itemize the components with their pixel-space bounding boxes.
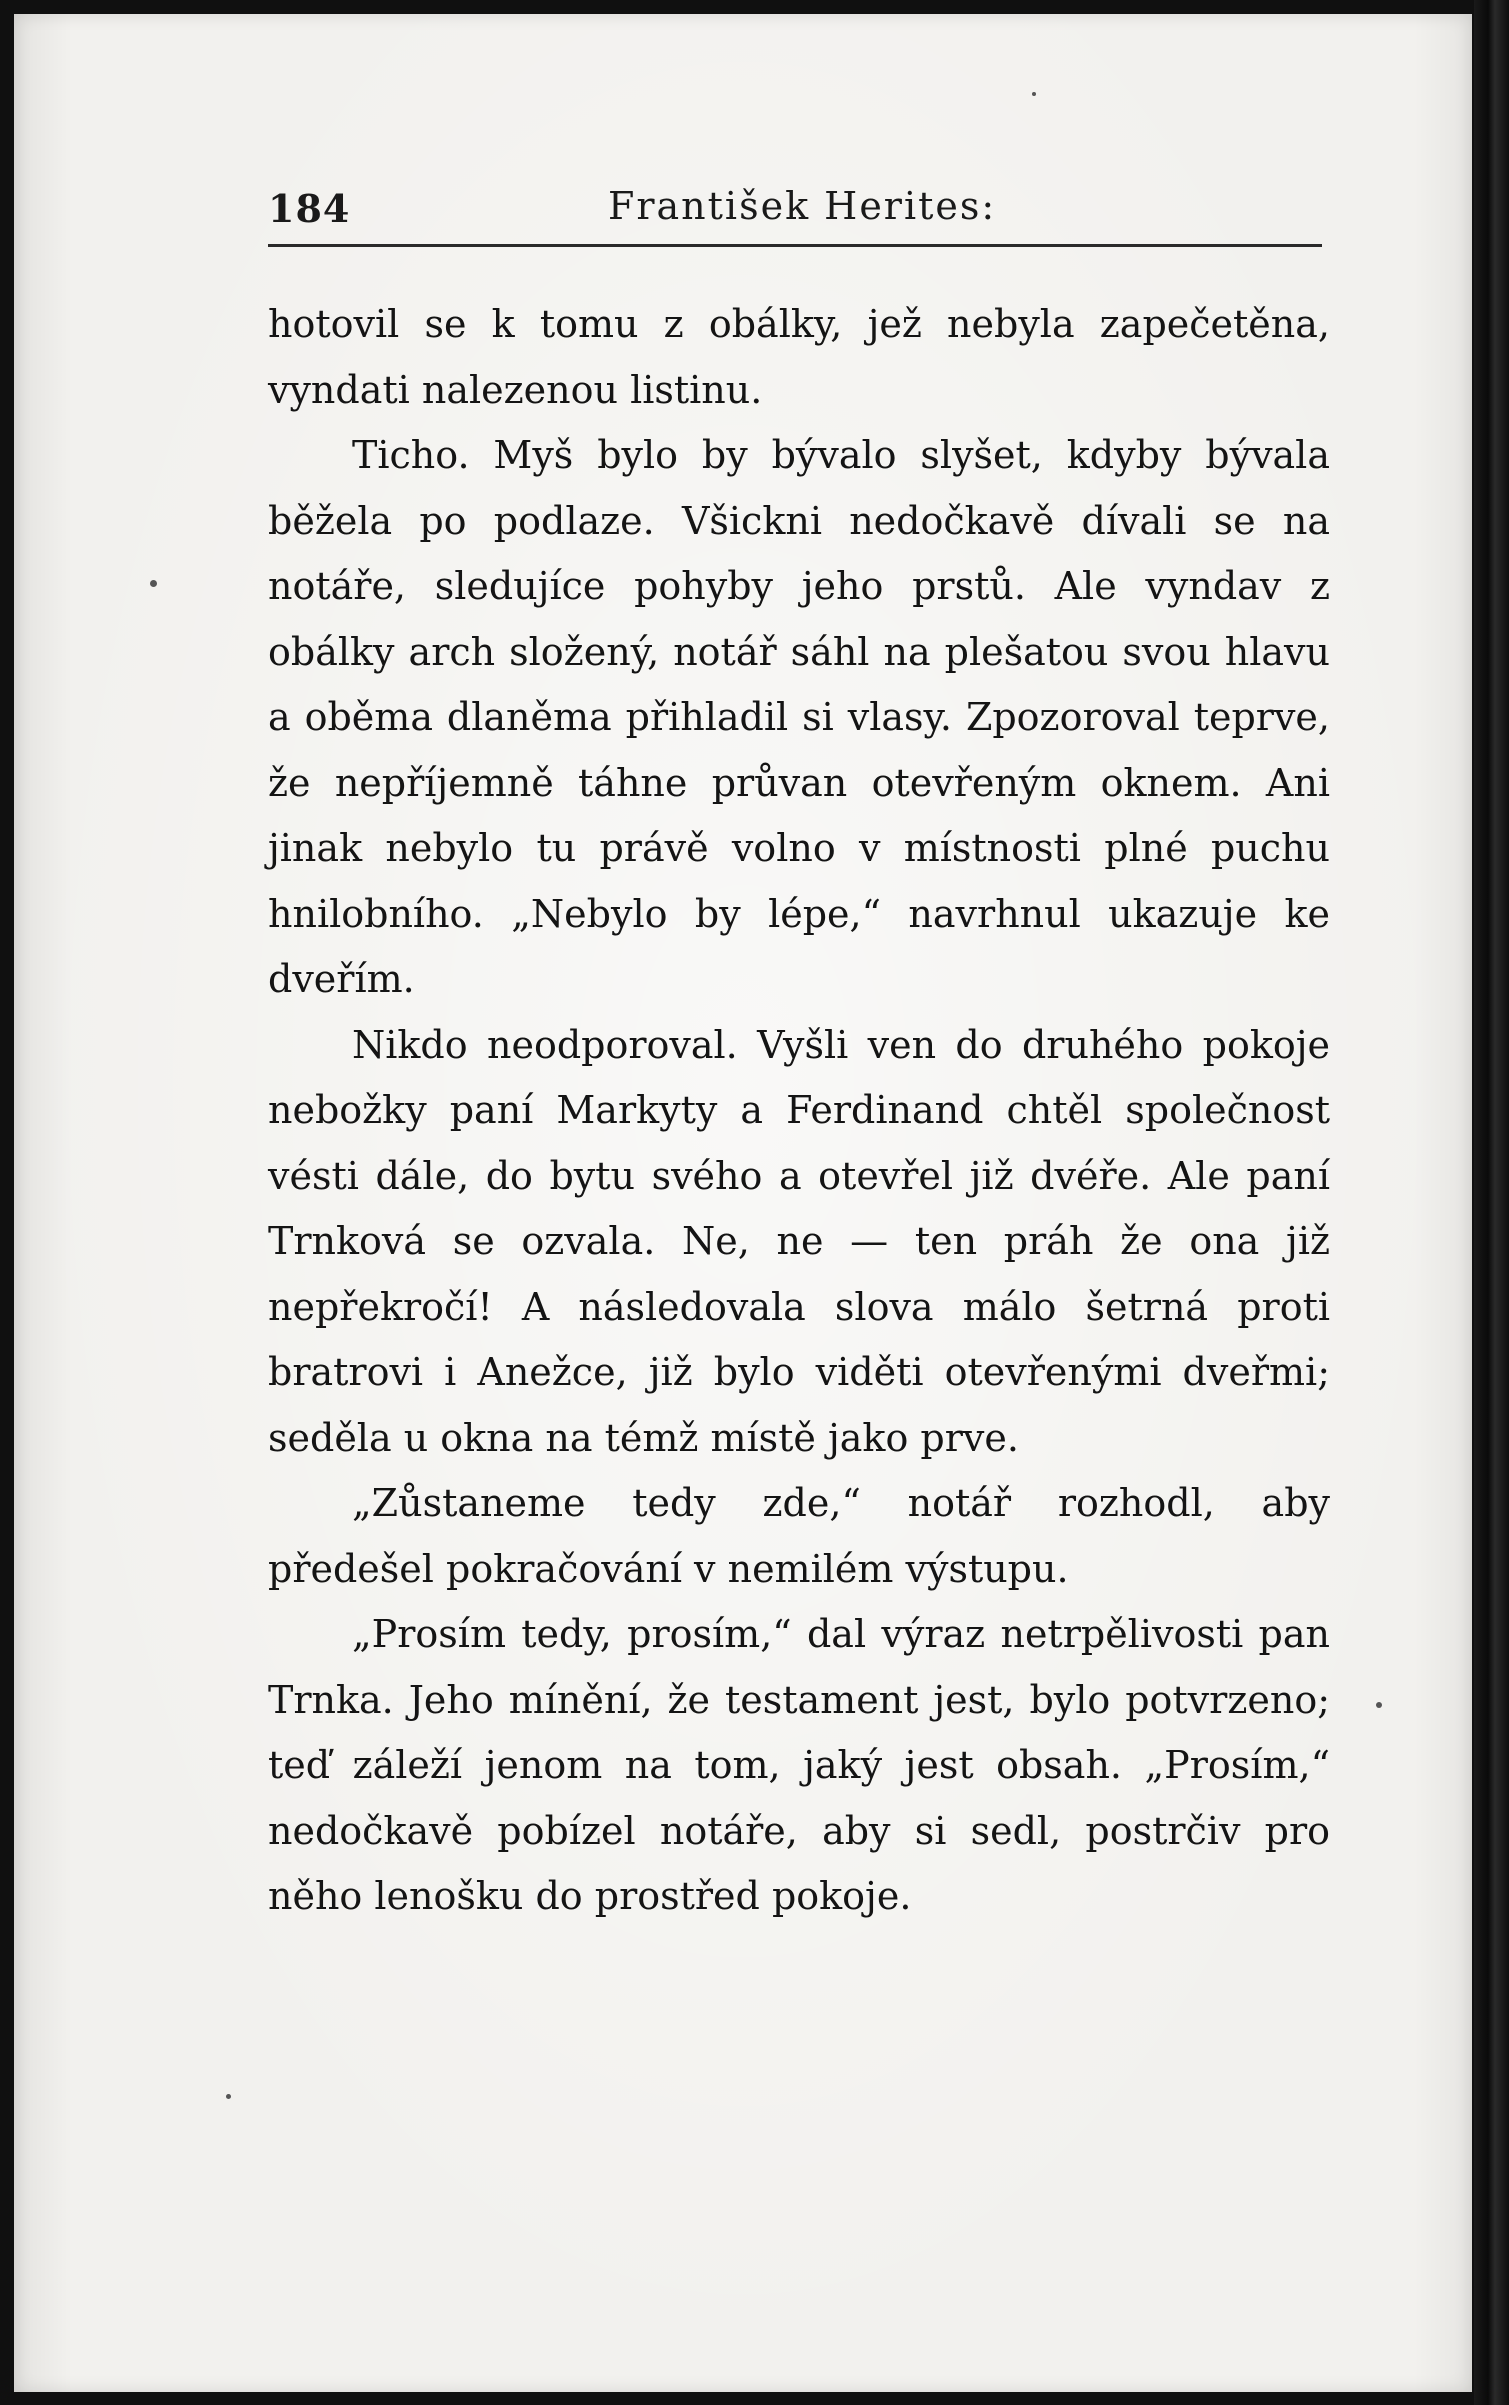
page-header <box>268 182 1322 236</box>
paper-speck <box>150 580 157 587</box>
paragraph: Nikdo neodporoval. Vyšli ven do druhého pokoje nebožky paní Markyty a Ferdinand chtěl společnost vésti dále, do bytu svého a otevřel již dvéře. Ale paní Trnková se ozvala. Ne, ne — ten práh že ona již nepřekročí! A následovala slova málo šetrná proti bratrovi i Anežce, již bylo viděti otevřenými dveřmi; seděla u okna na témž místě jako prve. <box>268 1022 1330 1460</box>
paragraph: „Prosím tedy, prosím,“ dal výraz netrpělivosti pan Trnka. Jeho mínění, že testament jest, bylo potvrzeno; teď záleží jenom na tom, jaký jest obsah. „Prosím,“ nedočkavě pobízel notáře, aby si sedl, postrčiv pro něho lenošku do prostřed pokoje. <box>268 1612 1330 1918</box>
paragraph: Ticho. Myš bylo by bývalo slyšet, kdyby bývala běžela po podlaze. Všickni nedočkavě dívali se na notáře, sledujíce pohyby jeho prstů. Ale vyndav z obálky arch složený, notář sáhl na plešatou svou hlavu a oběma dlaněma přihladil si vlasy. Zpozoroval teprve, že nepříjemně táhne průvan otevřeným oknem. Ani jinak nebylo tu právě volno v místnosti plné puchu hnilobního. „Nebylo by lépe,“ navrhnul ukazuje ke dveřím. <box>268 433 1330 1001</box>
paragraph: hotovil se k tomu z obálky, jež nebyla zapečetěna, vyndati nalezenou listinu. <box>268 302 1330 412</box>
body-text <box>268 292 1330 1930</box>
paper-speck <box>1032 92 1036 96</box>
book-spine-edge <box>1474 0 1509 2405</box>
page-number: 184 <box>268 186 351 231</box>
paper-speck <box>1376 1702 1382 1708</box>
paragraph: „Zůstaneme tedy zde,“ notář rozhodl, aby předešel pokračování v nemilém výstupu. <box>268 1481 1330 1591</box>
running-head: František Herites: <box>608 184 997 228</box>
header-rule <box>268 244 1322 247</box>
paper-speck <box>226 2094 231 2099</box>
